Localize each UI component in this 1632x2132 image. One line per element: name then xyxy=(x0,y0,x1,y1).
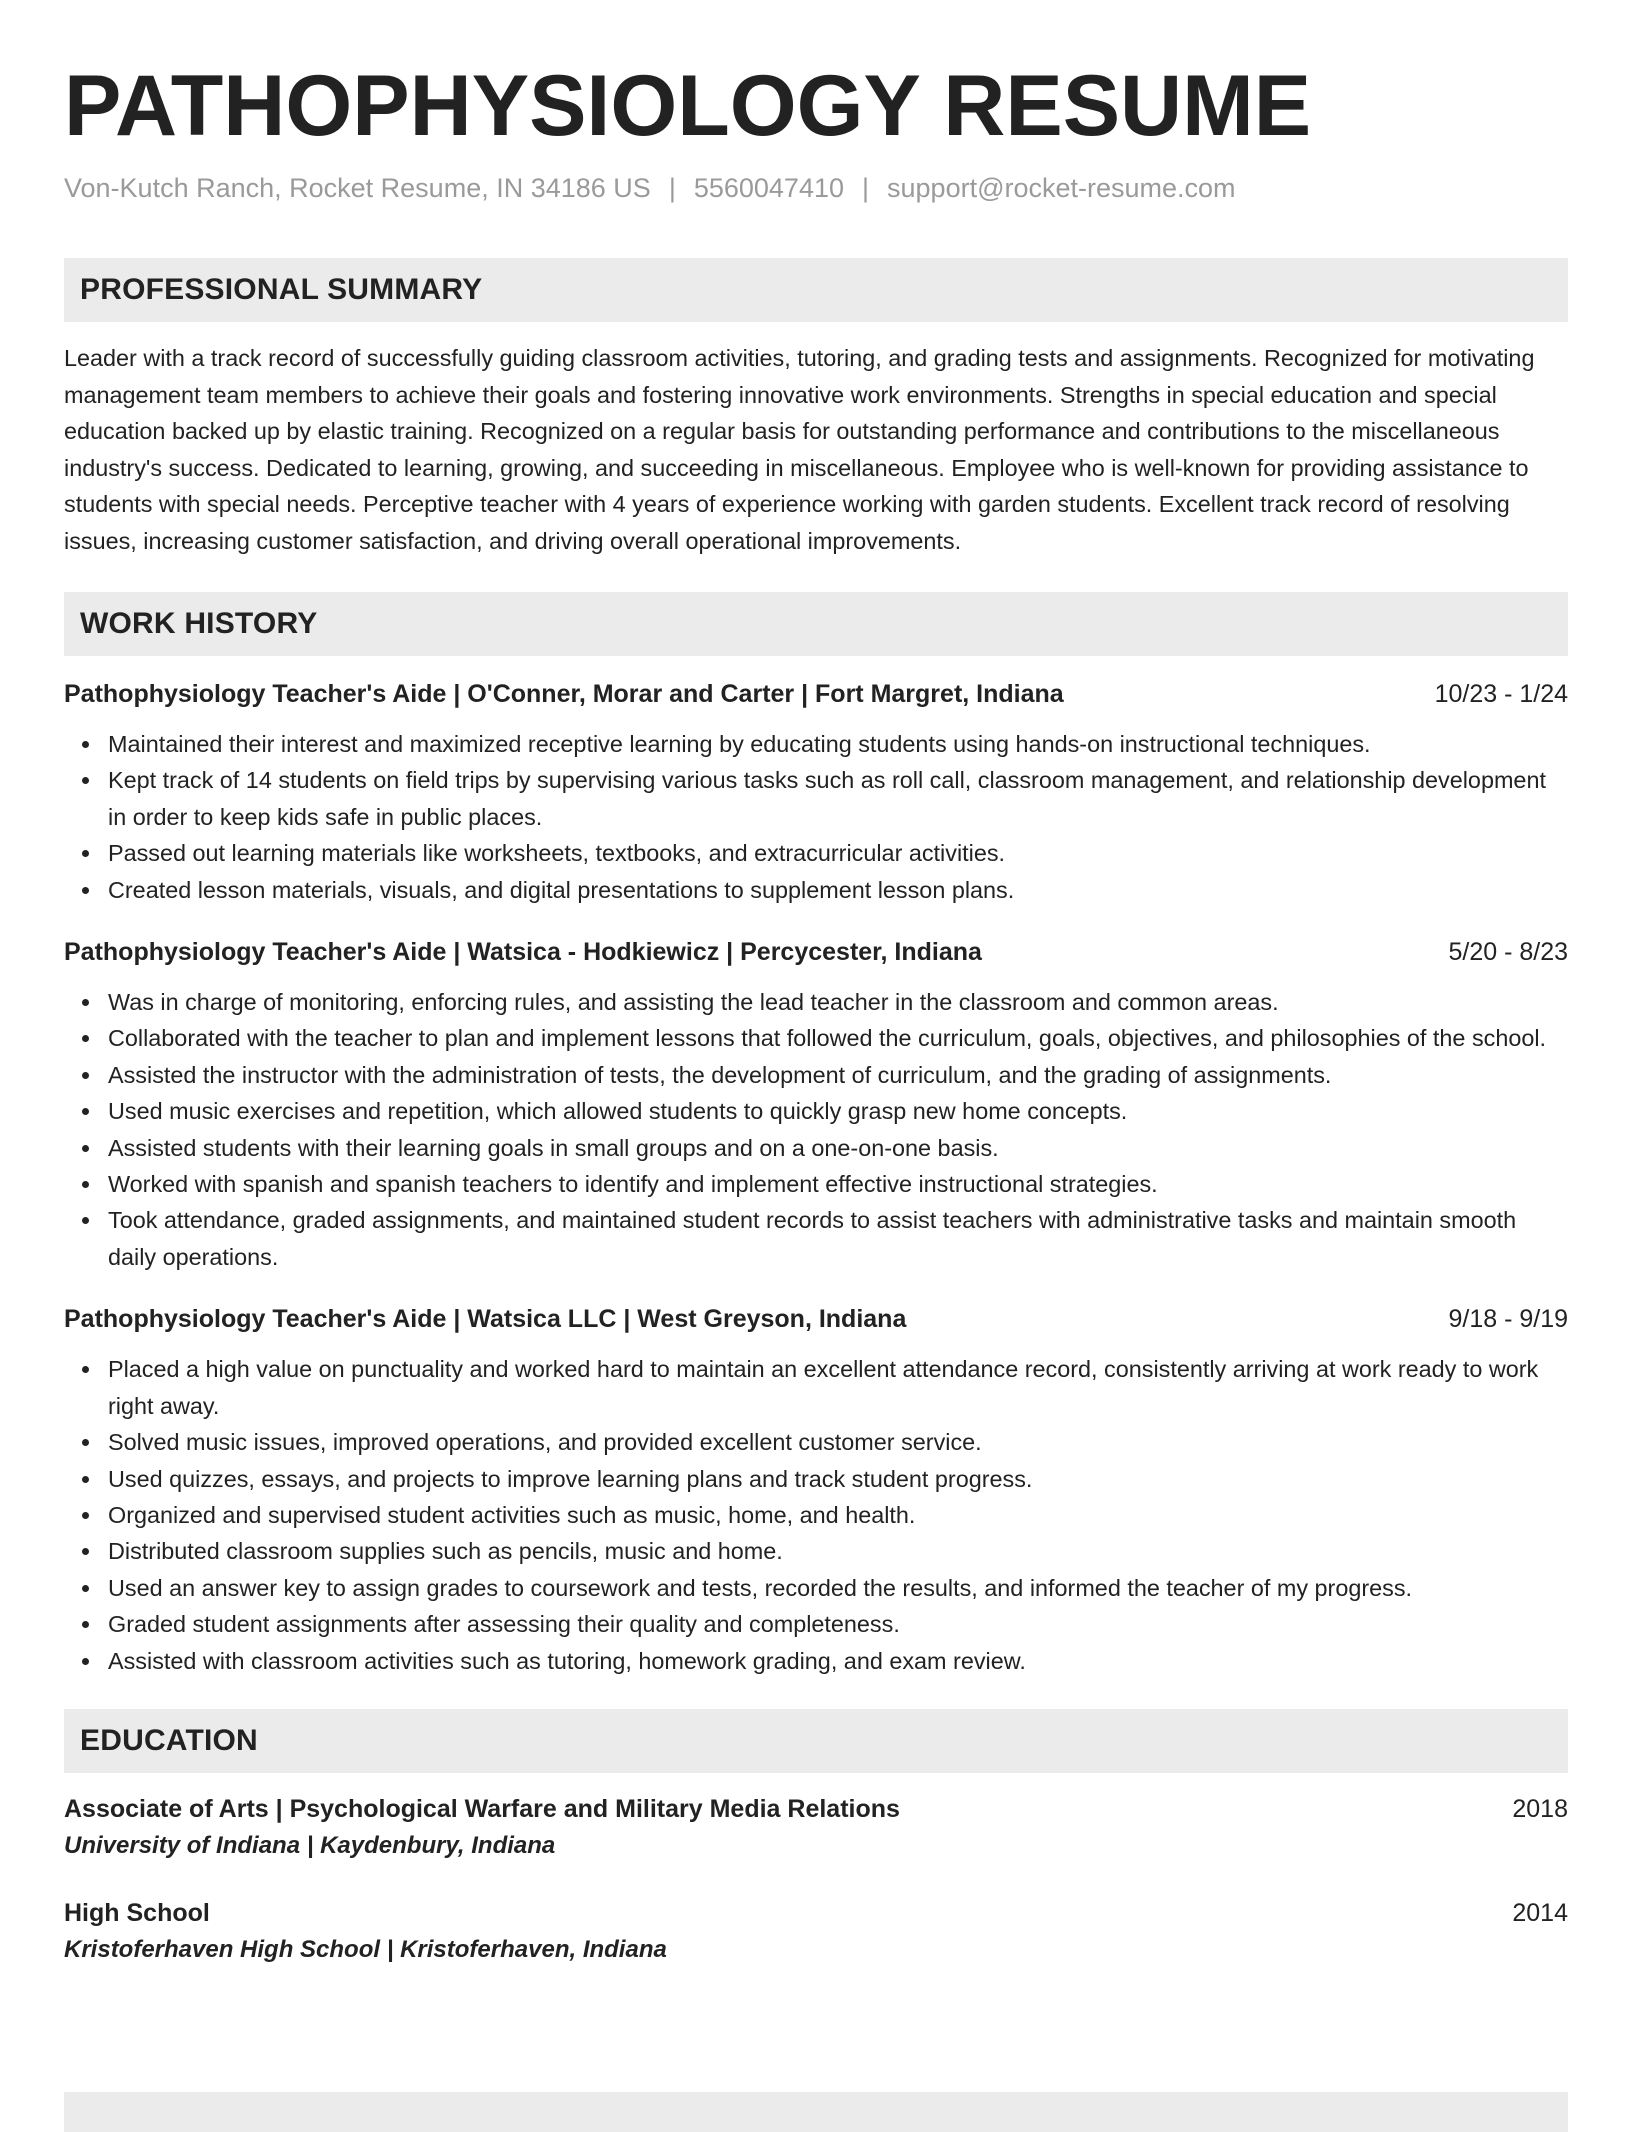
section-header-summary xyxy=(64,258,1568,322)
job-bullet: Collaborated with the teacher to plan and implement lessons that followed the curriculum, goals, objectives, and philosophies of the school. xyxy=(108,1020,1568,1056)
job-bullet: Solved music issues, improved operations, and provided excellent customer service. xyxy=(108,1424,1568,1460)
job-bullet: Used music exercises and repetition, which allowed students to quickly grasp new home concepts. xyxy=(108,1093,1568,1129)
job-bullet: Used quizzes, essays, and projects to improve learning plans and track student progress. xyxy=(108,1461,1568,1497)
contact-line xyxy=(64,170,1568,206)
job-bullets xyxy=(64,726,1568,908)
contact-email: support@rocket-resume.com xyxy=(887,173,1236,203)
job-bullet: Took attendance, graded assignments, and maintained student records to assist teachers with administrative tasks and maintain smooth daily operations. xyxy=(108,1202,1568,1275)
job-dates: 9/18 - 9/19 xyxy=(1448,1305,1568,1334)
job-entry xyxy=(64,1301,1568,1679)
job-title: Pathophysiology Teacher's Aide | O'Conner, Morar and Carter | Fort Margret, Indiana xyxy=(64,680,1064,708)
job-bullet: Organized and supervised student activities such as music, home, and health. xyxy=(108,1497,1568,1533)
job-bullet: Kept track of 14 students on field trips by supervising various tasks such as roll call, classroom management, and relationship development in order to keep kids safe in public places. xyxy=(108,762,1568,835)
job-bullet: Maintained their interest and maximized receptive learning by educating students using hands-on instructional techniques. xyxy=(108,726,1568,762)
job-bullet: Graded student assignments after assessing their quality and completeness. xyxy=(108,1606,1568,1642)
education-header xyxy=(64,1895,1568,1931)
section-heading: WORK HISTORY xyxy=(80,607,318,640)
job-bullet: Passed out learning materials like worksheets, textbooks, and extracurricular activities. xyxy=(108,835,1568,871)
education-school: University of Indiana | Kaydenbury, Indiana xyxy=(64,1831,556,1859)
section-header-work-history xyxy=(64,592,1568,656)
job-header xyxy=(64,934,1568,970)
job-dates: 10/23 - 1/24 xyxy=(1434,680,1568,708)
education-header xyxy=(64,1791,1568,1827)
job-bullets xyxy=(64,984,1568,1275)
job-bullet: Assisted the instructor with the administration of tests, the development of curriculum, and the grading of assignments. xyxy=(108,1057,1568,1093)
job-header xyxy=(64,676,1568,712)
contact-separator: | xyxy=(668,173,676,203)
job-bullets xyxy=(64,1351,1568,1679)
education-year: 2018 xyxy=(1512,1794,1568,1823)
job-entry xyxy=(64,934,1568,1275)
contact-phone: 5560047410 xyxy=(693,173,844,203)
job-bullet: Assisted with classroom activities such as tutoring, homework grading, and exam review. xyxy=(108,1643,1568,1679)
job-title: Pathophysiology Teacher's Aide | Watsica LLC | West Greyson, Indiana xyxy=(64,1305,907,1334)
education-entry xyxy=(64,1791,1568,1865)
section-heading: PROFESSIONAL SUMMARY xyxy=(80,273,483,306)
job-bullet: Used an answer key to assign grades to coursework and tests, recorded the results, and informed the teacher of my progress. xyxy=(108,1570,1568,1606)
job-bullet: Distributed classroom supplies such as pencils, music and home. xyxy=(108,1533,1568,1569)
education-degree: High School xyxy=(64,1898,210,1927)
section-header-education xyxy=(64,1709,1568,1773)
next-section-header-bar xyxy=(64,2092,1568,2132)
education-school: Kristoferhaven High School | Kristoferhaven, Indiana xyxy=(64,1935,667,1963)
education-year: 2014 xyxy=(1512,1898,1568,1927)
summary-text: Leader with a track record of successfully guiding classroom activities, tutoring, and grading tests and assignments. Recognized for motivating management team members to achieve their goals and fostering innovative work environments. Strengths in special education and special education backed up by elastic training. Recognized on a regular basis for outstanding performance and contributions to the miscellaneous industry's success. Dedicated to learning, growing, and succeeding in miscellaneous. Employee who is well-known for providing assistance to students with special needs. Perceptive teacher with 4 years of experience working with garden students. Excellent track record of resolving issues, increasing customer satisfaction, and driving overall operational improvements. xyxy=(64,345,1535,554)
job-dates: 5/20 - 8/23 xyxy=(1448,938,1568,967)
education-degree: Associate of Arts | Psychological Warfare and Military Media Relations xyxy=(64,1794,900,1823)
job-entry xyxy=(64,676,1568,908)
job-title: Pathophysiology Teacher's Aide | Watsica - Hodkiewicz | Percycester, Indiana xyxy=(64,938,982,967)
section-heading: EDUCATION xyxy=(80,1723,258,1757)
job-bullet: Created lesson materials, visuals, and digital presentations to supplement lesson plans. xyxy=(108,872,1568,908)
resume-page xyxy=(64,0,1568,1969)
contact-address: Von-Kutch Ranch, Rocket Resume, IN 34186 US xyxy=(64,173,651,203)
job-bullet: Placed a high value on punctuality and worked hard to maintain an excellent attendance record, consistently arriving at work ready to work right away. xyxy=(108,1351,1568,1424)
resume-title: PATHOPHYSIOLOGY RESUME xyxy=(64,58,1312,154)
job-bullet: Was in charge of monitoring, enforcing rules, and assisting the lead teacher in the classroom and common areas. xyxy=(108,984,1568,1020)
job-header xyxy=(64,1301,1568,1337)
education-entry xyxy=(64,1895,1568,1969)
job-bullet: Assisted students with their learning goals in small groups and on a one-on-one basis. xyxy=(108,1130,1568,1166)
job-bullet: Worked with spanish and spanish teachers to identify and implement effective instructional strategies. xyxy=(108,1166,1568,1202)
contact-separator: | xyxy=(862,173,870,203)
